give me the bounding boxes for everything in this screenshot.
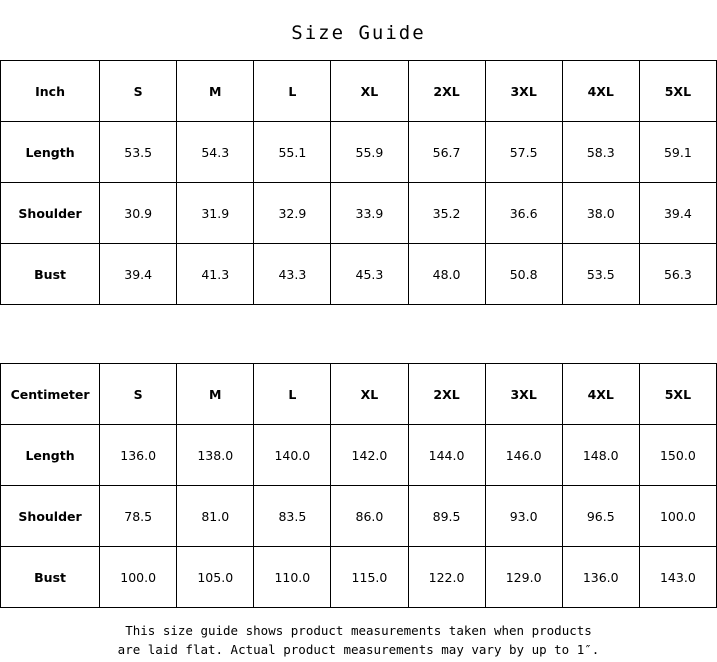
cell-value: 53.5 [100, 122, 177, 183]
cell-value: 54.3 [177, 122, 254, 183]
cell-value: 38.0 [562, 183, 639, 244]
cell-value: 32.9 [254, 183, 331, 244]
cell-value: 59.1 [639, 122, 716, 183]
size-header-3xl: 3XL [485, 61, 562, 122]
table-header-row [1, 61, 717, 122]
cell-value: 89.5 [408, 486, 485, 547]
table-row [1, 122, 717, 183]
cell-value: 57.5 [485, 122, 562, 183]
size-header-l: L [254, 61, 331, 122]
table-header-row [1, 364, 717, 425]
cell-value: 146.0 [485, 425, 562, 486]
cell-value: 36.6 [485, 183, 562, 244]
cell-value: 148.0 [562, 425, 639, 486]
cell-value: 142.0 [331, 425, 408, 486]
cell-value: 39.4 [639, 183, 716, 244]
size-header-m: M [177, 364, 254, 425]
cell-value: 41.3 [177, 244, 254, 305]
cell-value: 144.0 [408, 425, 485, 486]
size-header-s: S [100, 364, 177, 425]
cell-value: 93.0 [485, 486, 562, 547]
cell-value: 100.0 [639, 486, 716, 547]
size-header-3xl: 3XL [485, 364, 562, 425]
cell-value: 115.0 [331, 547, 408, 608]
unit-label-inch: Inch [1, 61, 100, 122]
centimeter-size-table [0, 363, 717, 608]
size-header-xl: XL [331, 61, 408, 122]
size-header-m: M [177, 61, 254, 122]
size-header-2xl: 2XL [408, 364, 485, 425]
table-row [1, 486, 717, 547]
unit-label-centimeter: Centimeter [1, 364, 100, 425]
footnote-line-2: are laid flat. Actual product measurements may vary by up to 1″. [117, 642, 600, 657]
cell-value: 105.0 [177, 547, 254, 608]
row-label-bust: Bust [1, 547, 100, 608]
cell-value: 39.4 [100, 244, 177, 305]
cell-value: 55.9 [331, 122, 408, 183]
cell-value: 140.0 [254, 425, 331, 486]
size-header-xl: XL [331, 364, 408, 425]
row-label-shoulder: Shoulder [1, 183, 100, 244]
cell-value: 56.7 [408, 122, 485, 183]
row-label-length: Length [1, 425, 100, 486]
cell-value: 100.0 [100, 547, 177, 608]
cell-value: 30.9 [100, 183, 177, 244]
cell-value: 81.0 [177, 486, 254, 547]
cell-value: 110.0 [254, 547, 331, 608]
cell-value: 50.8 [485, 244, 562, 305]
cell-value: 138.0 [177, 425, 254, 486]
cell-value: 83.5 [254, 486, 331, 547]
cell-value: 48.0 [408, 244, 485, 305]
footnote-line-1: This size guide shows product measurements taken when products [125, 623, 592, 638]
cell-value: 35.2 [408, 183, 485, 244]
table-row [1, 547, 717, 608]
cell-value: 31.9 [177, 183, 254, 244]
cell-value: 78.5 [100, 486, 177, 547]
size-header-2xl: 2XL [408, 61, 485, 122]
table-row [1, 425, 717, 486]
table-row [1, 244, 717, 305]
cell-value: 55.1 [254, 122, 331, 183]
cell-value: 33.9 [331, 183, 408, 244]
cell-value: 122.0 [408, 547, 485, 608]
cell-value: 136.0 [562, 547, 639, 608]
row-label-bust: Bust [1, 244, 100, 305]
size-header-5xl: 5XL [639, 364, 716, 425]
size-header-l: L [254, 364, 331, 425]
inch-size-table [0, 60, 717, 305]
cell-value: 58.3 [562, 122, 639, 183]
cell-value: 56.3 [639, 244, 716, 305]
cell-value: 53.5 [562, 244, 639, 305]
cell-value: 45.3 [331, 244, 408, 305]
page-title: Size Guide [291, 22, 426, 44]
footnote [0, 608, 717, 659]
size-header-4xl: 4XL [562, 61, 639, 122]
size-header-5xl: 5XL [639, 61, 716, 122]
size-header-s: S [100, 61, 177, 122]
row-label-shoulder: Shoulder [1, 486, 100, 547]
cell-value: 150.0 [639, 425, 716, 486]
row-label-length: Length [1, 122, 100, 183]
table-separator [0, 305, 717, 363]
cell-value: 43.3 [254, 244, 331, 305]
table-row [1, 183, 717, 244]
cell-value: 96.5 [562, 486, 639, 547]
size-header-4xl: 4XL [562, 364, 639, 425]
cell-value: 86.0 [331, 486, 408, 547]
cell-value: 143.0 [639, 547, 716, 608]
cell-value: 136.0 [100, 425, 177, 486]
cell-value: 129.0 [485, 547, 562, 608]
